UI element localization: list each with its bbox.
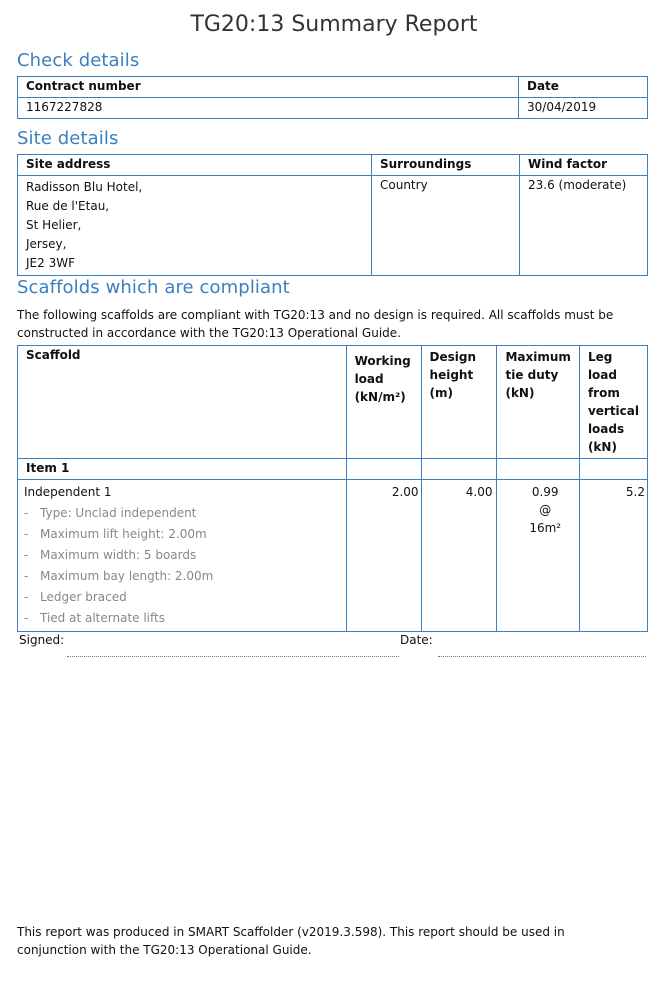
footer-line: conjunction with the TG20:13 Operational Guide.	[17, 943, 312, 957]
header-line: height (m)	[429, 368, 474, 400]
signature-line[interactable]	[67, 656, 399, 657]
detail-text: Type: Unclad independent	[40, 506, 197, 520]
header-line: (kN)	[505, 386, 535, 400]
surroundings-value: Country	[372, 176, 520, 276]
tie-duty-value	[497, 480, 579, 632]
working-load-col-header	[346, 346, 421, 459]
header-line: (kN/m²)	[354, 390, 406, 404]
scaffold-details	[18, 480, 347, 632]
detail-text: Maximum width: 5 boards	[40, 548, 197, 562]
detail-item: - Ledger braced	[24, 590, 127, 604]
address-line: JE2 3WF	[26, 256, 75, 270]
leg-load-value: 5.2	[579, 480, 647, 632]
header-line: loads (kN)	[587, 422, 625, 454]
tie-duty-line: 0.99	[531, 485, 559, 499]
footer-line: This report was produced in SMART Scaffolder (v2019.3.598). This report should be used in	[17, 925, 565, 939]
footer-note	[17, 923, 647, 959]
detail-text: Tied at alternate lifts	[40, 611, 165, 625]
contract-number-value: 1167227828	[18, 98, 519, 119]
empty-cell	[421, 459, 497, 480]
address-line: Jersey,	[26, 237, 67, 251]
intro-line: The following scaffolds are compliant with TG20:13 and no design is required. All scaffolds must be	[17, 308, 614, 322]
date-label: Date:	[400, 633, 433, 647]
scaffold-name: Independent 1	[24, 485, 112, 499]
empty-cell	[346, 459, 421, 480]
detail-item: - Maximum width: 5 boards	[24, 548, 197, 562]
address-line: St Helier,	[26, 218, 82, 232]
surroundings-header: Surroundings	[372, 155, 520, 176]
leg-load-col-header	[579, 346, 647, 459]
site-address-header: Site address	[18, 155, 372, 176]
header-line: Design	[429, 350, 477, 364]
contract-number-header: Contract number	[18, 77, 519, 98]
item-label: Item 1	[18, 459, 347, 480]
detail-item: - Tied at alternate lifts	[24, 611, 165, 625]
date-value: 30/04/2019	[519, 98, 648, 119]
header-line: Maximum	[505, 350, 571, 364]
detail-text: Ledger braced	[40, 590, 127, 604]
design-height-col-header	[421, 346, 497, 459]
scaffold-col-header: Scaffold	[18, 346, 347, 459]
date-header: Date	[519, 77, 648, 98]
check-details-table	[17, 76, 648, 119]
working-load-value: 2.00	[346, 480, 421, 632]
scaffold-table	[17, 345, 648, 632]
detail-text: Maximum lift height: 2.00m	[40, 527, 207, 541]
intro-line: constructed in accordance with the TG20:13 Operational Guide.	[17, 326, 401, 340]
empty-cell	[579, 459, 647, 480]
tie-duty-line: @	[539, 503, 552, 517]
detail-item: - Type: Unclad independent	[24, 506, 197, 520]
tie-duty-col-header	[497, 346, 579, 459]
empty-cell	[497, 459, 579, 480]
tie-duty-line: 16m²	[529, 521, 562, 535]
detail-text: Maximum bay length: 2.00m	[40, 569, 214, 583]
signed-label: Signed:	[19, 633, 65, 647]
header-line: Leg load	[587, 350, 617, 382]
header-line: tie duty	[505, 368, 559, 382]
design-height-value: 4.00	[421, 480, 497, 632]
wind-factor-header: Wind factor	[520, 155, 648, 176]
date-line[interactable]	[438, 656, 646, 657]
detail-item: - Maximum bay length: 2.00m	[24, 569, 214, 583]
header-line: vertical	[587, 404, 639, 418]
header-line: Working	[354, 354, 411, 368]
site-details-heading: Site details	[17, 128, 119, 149]
header-line: from	[587, 386, 620, 400]
site-address-value	[18, 176, 372, 276]
wind-factor-value: 23.6 (moderate)	[520, 176, 648, 276]
address-line: Rue de l'Etau,	[26, 199, 110, 213]
detail-item: - Maximum lift height: 2.00m	[24, 527, 207, 541]
site-details-table	[17, 154, 648, 276]
compliant-intro	[17, 306, 647, 342]
compliant-heading: Scaffolds which are compliant	[17, 277, 290, 298]
header-line: load	[354, 372, 384, 386]
address-line: Radisson Blu Hotel,	[26, 180, 143, 194]
report-title: TG20:13 Summary Report	[190, 12, 478, 37]
check-details-heading: Check details	[17, 50, 140, 71]
